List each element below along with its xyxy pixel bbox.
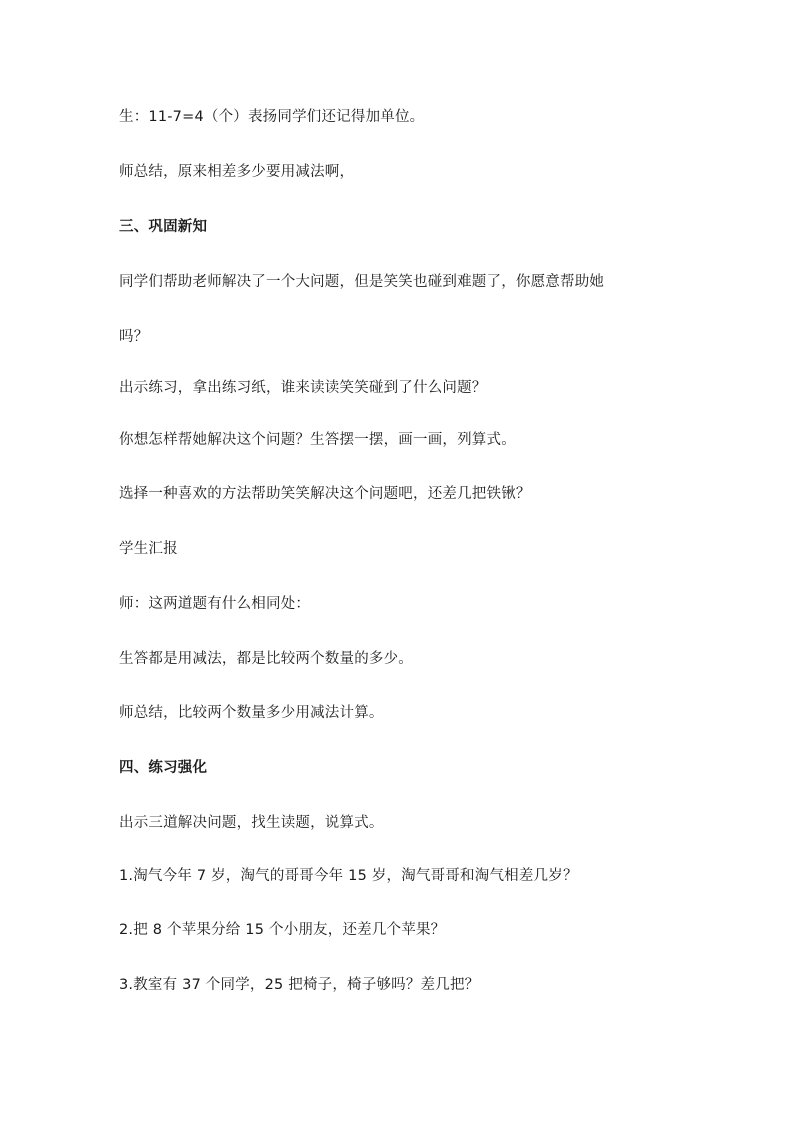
- paragraph-student-answer: 生：11-7=4（个）表扬同学们还记得加单位。: [119, 109, 425, 125]
- paragraph-intro-line-2: 吗？: [119, 329, 149, 345]
- paragraph-how-to-help: 你想怎样帮她解决这个问题？生答摆一摆，画一画，列算式。: [119, 432, 516, 448]
- paragraph-teacher-summary-1: 师总结，原来相差多少要用减法啊，: [119, 164, 355, 180]
- section-heading-3: 三、巩固新知: [119, 219, 208, 235]
- paragraph-show-exercise: 出示练习，拿出练习纸，谁来读读笑笑碰到了什么问题？: [119, 380, 487, 396]
- paragraph-show-problems: 出示三道解决问题，找生读题，说算式。: [119, 815, 384, 831]
- paragraph-intro-line-1: 同学们帮助老师解决了一个大问题，但是笑笑也碰到难题了，你愿意帮助她: [119, 274, 605, 290]
- paragraph-student-answer-2: 生答都是用减法，都是比较两个数量的多少。: [119, 651, 413, 667]
- paragraph-choose-method: 选择一种喜欢的方法帮助笑笑解决这个问题吧，还差几把铁锹？: [119, 486, 531, 502]
- problem-item-2: 2.把 8 个苹果分给 15 个小朋友，还差几个苹果？: [119, 922, 446, 938]
- paragraph-teacher-question: 师：这两道题有什么相同处：: [119, 596, 311, 612]
- section-heading-4: 四、练习强化: [119, 760, 208, 776]
- paragraph-student-report: 学生汇报: [119, 541, 178, 557]
- problem-item-3: 3.教室有 37 个同学，25 把椅子，椅子够吗？差几把？: [119, 977, 480, 993]
- problem-item-1: 1.淘气今年 7 岁，淘气的哥哥今年 15 岁，淘气哥哥和淘气相差几岁？: [119, 868, 578, 884]
- paragraph-teacher-summary-2: 师总结，比较两个数量多少用减法计算。: [119, 705, 384, 721]
